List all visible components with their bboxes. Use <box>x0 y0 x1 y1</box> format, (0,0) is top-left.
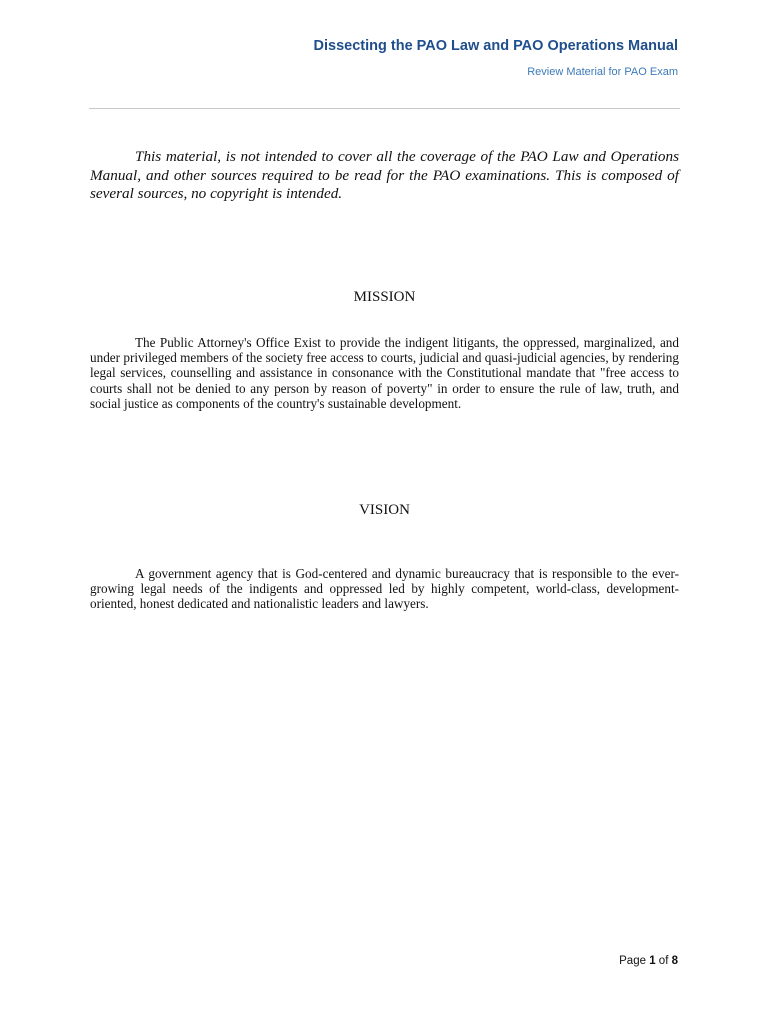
page-label: Page <box>619 955 646 967</box>
page-number-footer <box>619 955 678 967</box>
mission-paragraph: The Public Attorney's Office Exist to provide the indigent litigants, the oppressed, marginalized, and under privileged members of the society free access to courts, judicial and quasi-judicial agencies, by rendering legal services, counselling and assistance in consonance with the Constitutional mandate that "free access to courts shall not be denied to any person by reason of poverty" in order to ensure the rule of law, truth, and social justice as components of the country's sustainable development. <box>90 335 679 411</box>
vision-heading: VISION <box>359 502 410 518</box>
disclaimer-paragraph: This material, is not intended to cover all the coverage of the PAO Law and Operations Manual, and other sources required to be read for the PAO examinations. This is composed of several sources, no copyright is intended. <box>90 148 679 202</box>
current-page-number: 1 <box>649 955 656 967</box>
of-label: of <box>658 955 669 967</box>
vision-paragraph: A government agency that is God-centered and dynamic bureaucracy that is responsible to the ever-growing legal needs of the indigents and oppressed led by highly competent, world-class, development-oriented, honest dedicated and nationalistic leaders and lawyers. <box>90 566 679 612</box>
header-subtitle: Review Material for PAO Exam <box>527 66 678 78</box>
mission-heading: MISSION <box>353 289 416 305</box>
header-title: Dissecting the PAO Law and PAO Operations Manual <box>313 38 678 54</box>
header-divider <box>89 108 680 109</box>
total-pages-number: 8 <box>671 955 678 967</box>
